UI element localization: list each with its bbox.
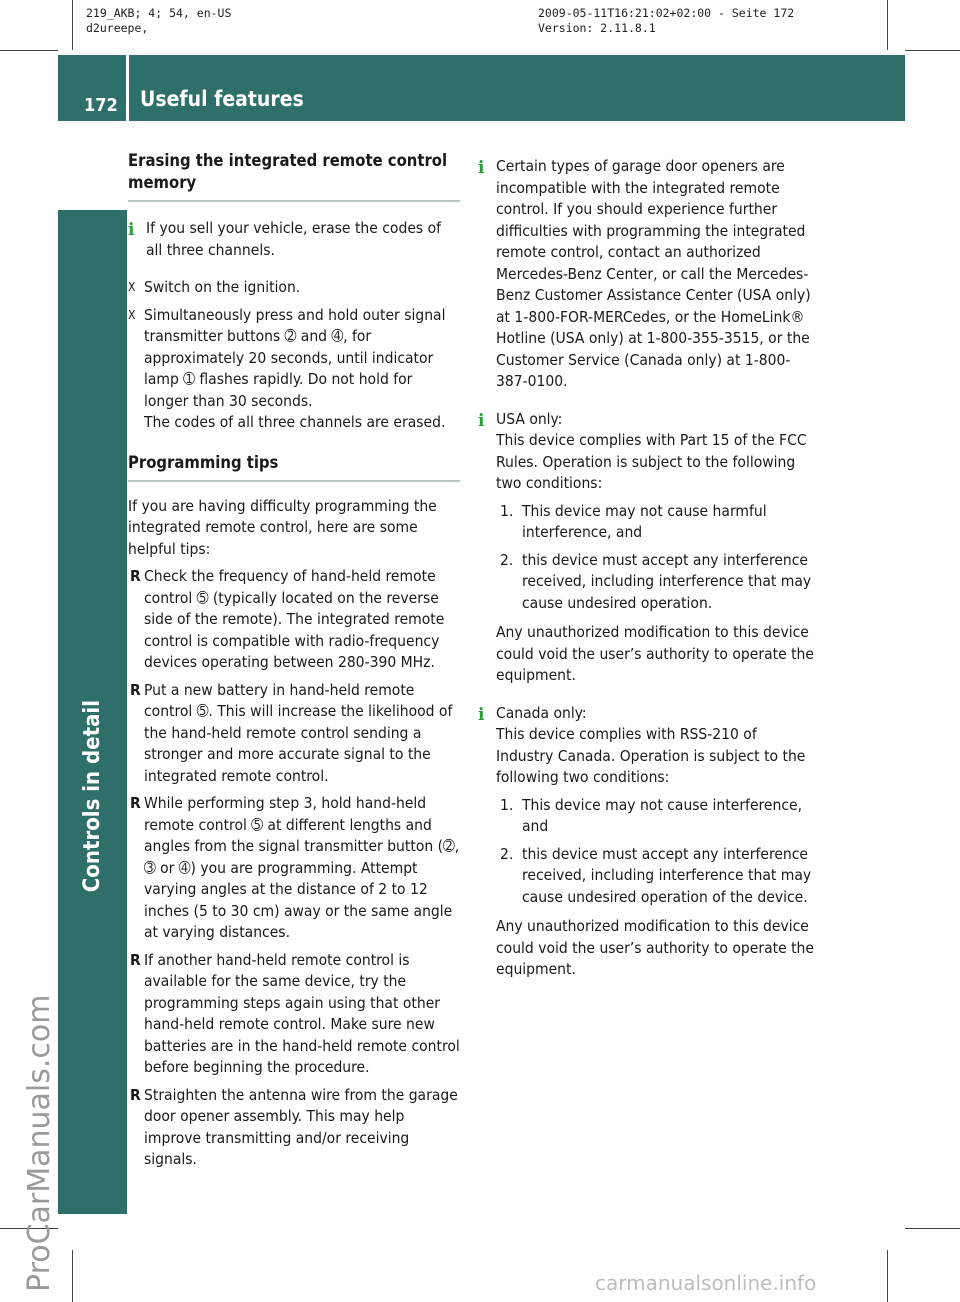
tip-text: While performing step 3, hold hand-held remote control ➄ at different lengths and angles from the signal transmitter button (➁, ➂ or ➃) you are programming. Attempt varying angles at the distance of 2 to 12 inches (5 to 30 cm) away or the same angle at varying distances. — [144, 794, 460, 941]
info-text: This device complies with Part 15 of the FCC Rules. Operation is subject to the following two conditions: — [496, 431, 807, 492]
info-title: USA only: — [496, 409, 563, 428]
tip-text: Check the frequency of hand-held remote control ➄ (typically located on the reverse side of the remote). The integrated remote control is compatible with radio-frequency devices operating between 280-390 MHz. — [144, 567, 445, 671]
info-footer: Any unauthorized modification to this device could void the user’s authority to operate the equipment. — [496, 623, 814, 684]
section-heading-erase: Erasing the integrated remote control memory — [128, 150, 460, 202]
condition-number: 1. — [500, 501, 514, 520]
tips-intro: If you are having difficulty programming the integrated remote control, here are some helpful tips: — [128, 496, 437, 558]
section-heading-tips: Programming tips — [128, 452, 460, 482]
tip-text: Straighten the antenna wire from the garage door opener assembly. This may help improve transmitting and/or receiving signals. — [144, 1085, 458, 1168]
print-meta-right — [538, 6, 794, 36]
info-text: Certain types of garage door openers are incompatible with the integrated remote control. If you should experience further difficulties with programming the integrated remote control, contact an authorized Mercedes-Benz Center, or call the Mercedes-Benz Customer Assistance Center (USA only) at 1-800-FOR-MERCedes, or the HomeLink® Hotline (USA only) at 1-800-355-3515, or the Customer Service (Canada only) at 1-800-387-0100. — [496, 157, 811, 390]
left-column — [128, 150, 460, 1171]
info-text: If you sell your vehicle, erase the codes of all three channels. — [146, 219, 442, 259]
tip-text: If another hand-held remote control is available for the same device, try the programming steps again using that other hand-held remote control. Make sure new batteries are in the hand-held remote control before beginning the procedure. — [144, 950, 460, 1076]
crop-mark — [887, 1250, 888, 1302]
step-marker-icon: X — [128, 280, 136, 294]
tip-item — [128, 1085, 460, 1171]
info-footer: Any unauthorized modification to this device could void the user’s authority to operate the equipment. — [496, 917, 814, 978]
tip-text: Put a new battery in hand-held remote control ➄. This will increase the likelihood of the hand-held remote control sending a stronger and more accurate signal to the integrated remote control. — [144, 680, 453, 785]
info-icon: i — [478, 704, 485, 725]
condition-text: This device may not cause interference, and — [522, 795, 803, 835]
condition-text: this device must accept any interference received, including interference that may cause undesired operation. — [522, 550, 812, 612]
tip-item — [128, 566, 460, 674]
info-title: Canada only: — [496, 703, 587, 722]
condition-item — [496, 844, 814, 909]
info-note — [478, 156, 814, 393]
info-icon: i — [478, 158, 485, 178]
bullet-icon: R — [130, 680, 141, 699]
info-icon: i — [478, 410, 485, 431]
step-text: Switch on the ignition. — [144, 278, 301, 296]
condition-number: 1. — [500, 795, 514, 814]
bullet-icon: R — [130, 794, 141, 812]
side-tab — [58, 210, 127, 1214]
crop-mark — [905, 1228, 960, 1229]
crop-mark — [905, 50, 960, 51]
condition-number: 2. — [500, 844, 514, 863]
tip-item — [128, 793, 460, 944]
crop-mark — [887, 0, 888, 50]
side-watermark: ProCarManuals.com — [22, 994, 57, 1292]
bullet-icon: R — [130, 567, 141, 585]
crop-mark — [72, 0, 73, 50]
bullet-icon: R — [130, 1085, 141, 1104]
header-divider — [126, 55, 129, 121]
side-tab-label: Controls in detail — [80, 700, 105, 893]
step-result: The codes of all three channels are erased. — [144, 413, 446, 431]
info-note-usa — [478, 409, 814, 687]
step-item — [128, 277, 460, 299]
print-meta-line: Version: 2.11.8.1 — [538, 21, 656, 35]
page-number: 172 — [84, 95, 118, 116]
condition-item — [496, 501, 814, 544]
step-text: Simultaneously press and hold outer signal transmitter buttons ➁ and ➃, for approximately 20 seconds, until indicator lamp ➀ flashes rapidly. Do not hold for longer than 30 seconds. — [144, 305, 446, 410]
info-note-canada — [478, 703, 814, 981]
print-meta-line: 2009-05-11T16:21:02+02:00 - Seite 172 — [538, 6, 795, 20]
step-item — [128, 305, 460, 434]
print-meta-line: d2ureepe, — [86, 21, 149, 35]
info-text: This device complies with RSS-210 of Industry Canada. Operation is subject to the following two conditions: — [496, 725, 806, 786]
tip-item — [128, 950, 460, 1079]
bullet-icon: R — [130, 950, 141, 969]
info-icon: i — [128, 220, 135, 240]
page-title: Useful features — [140, 87, 304, 111]
info-note — [128, 218, 460, 261]
print-meta-line: 219_AKB; 4; 54, en-US — [86, 6, 232, 20]
condition-number: 2. — [500, 550, 514, 569]
tip-item — [128, 680, 460, 788]
footer-watermark: carmanualsonline.info — [595, 1271, 817, 1295]
condition-item — [496, 795, 814, 838]
condition-item — [496, 550, 814, 615]
crop-mark — [72, 1250, 73, 1302]
condition-text: this device must accept any interference received, including interference that may cause undesired operation of the device. — [522, 844, 812, 906]
right-column — [478, 150, 814, 981]
condition-text: This device may not cause harmful interference, and — [522, 501, 767, 541]
step-marker-icon: X — [128, 307, 136, 322]
print-meta-left — [86, 6, 231, 36]
crop-mark — [0, 50, 58, 51]
